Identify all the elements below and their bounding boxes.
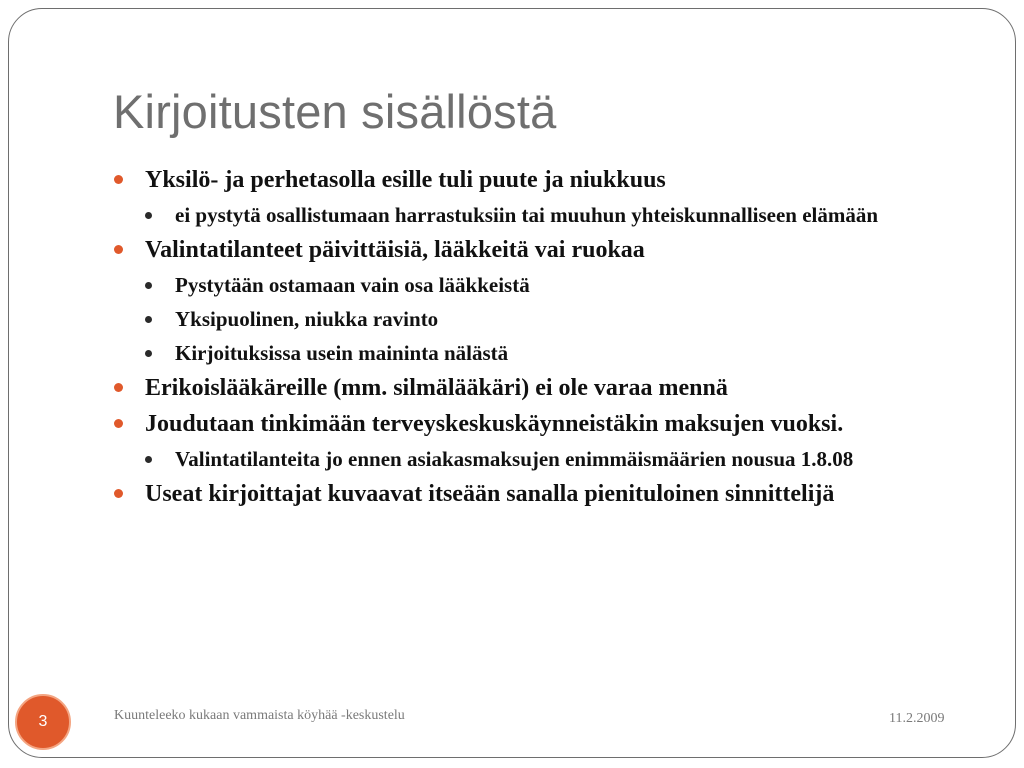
- sub-bullet-item: [114, 202, 964, 229]
- sub-bullet-text: Pystytään ostamaan vain osa lääkkeistä: [175, 273, 530, 297]
- sub-bullet-text: Kirjoituksissa usein maininta nälästä: [175, 341, 509, 365]
- footer-date: 11.2.2009: [889, 711, 945, 726]
- sub-bullet-dot-icon: [145, 456, 152, 463]
- bullet-dot-icon: [114, 419, 123, 428]
- sub-bullet-text: Valintatilanteita jo ennen asiakasmaksujen enimmäismäärien nousua 1.8.08: [175, 447, 854, 471]
- sub-bullet-dot-icon: [145, 282, 152, 289]
- sub-bullet-item: [114, 306, 964, 333]
- footer-text: Kuunteleeko kukaan vammaista köyhää -keskustelu: [114, 708, 405, 723]
- bullet-text: Useat kirjoittajat kuvaavat itseään sanalla pienituloinen sinnittelijä: [145, 481, 835, 507]
- bullet-item: [114, 235, 964, 265]
- slide-title: Kirjoitusten sisällöstä: [113, 85, 557, 138]
- bullet-text: Erikoislääkäreille (mm. silmälääkäri) ei ole varaa mennä: [145, 375, 728, 401]
- bullet-text: Joudutaan tinkimään terveyskeskuskäynneistäkin maksujen vuoksi.: [145, 411, 844, 437]
- bullet-dot-icon: [114, 245, 123, 254]
- bullet-text: Yksilö- ja perhetasolla esille tuli puute ja niukkuus: [145, 167, 666, 193]
- sub-bullet-dot-icon: [145, 212, 152, 219]
- sub-bullet-text: ei pystytä osallistumaan harrastuksiin tai muuhun yhteiskunnalliseen elämään: [175, 203, 879, 227]
- bullet-dot-icon: [114, 175, 123, 184]
- sub-bullet-dot-icon: [145, 350, 152, 357]
- sub-bullet-item: [114, 446, 964, 473]
- page-number: 3: [38, 713, 48, 730]
- sub-bullet-item: [114, 272, 964, 299]
- bullet-item: [114, 373, 964, 403]
- bullet-dot-icon: [114, 383, 123, 392]
- bullet-text: Valintatilanteet päivittäisiä, lääkkeitä vai ruokaa: [145, 237, 645, 263]
- sub-bullet-dot-icon: [145, 316, 152, 323]
- sub-bullet-text: Yksipuolinen, niukka ravinto: [175, 307, 439, 331]
- bullet-dot-icon: [114, 489, 123, 498]
- sub-bullet-item: [114, 340, 964, 367]
- bullet-item: [114, 165, 964, 195]
- page-number-badge: [15, 694, 71, 750]
- bullet-item: [114, 479, 964, 509]
- bullet-item: [114, 409, 964, 439]
- bullet-list: [114, 165, 964, 509]
